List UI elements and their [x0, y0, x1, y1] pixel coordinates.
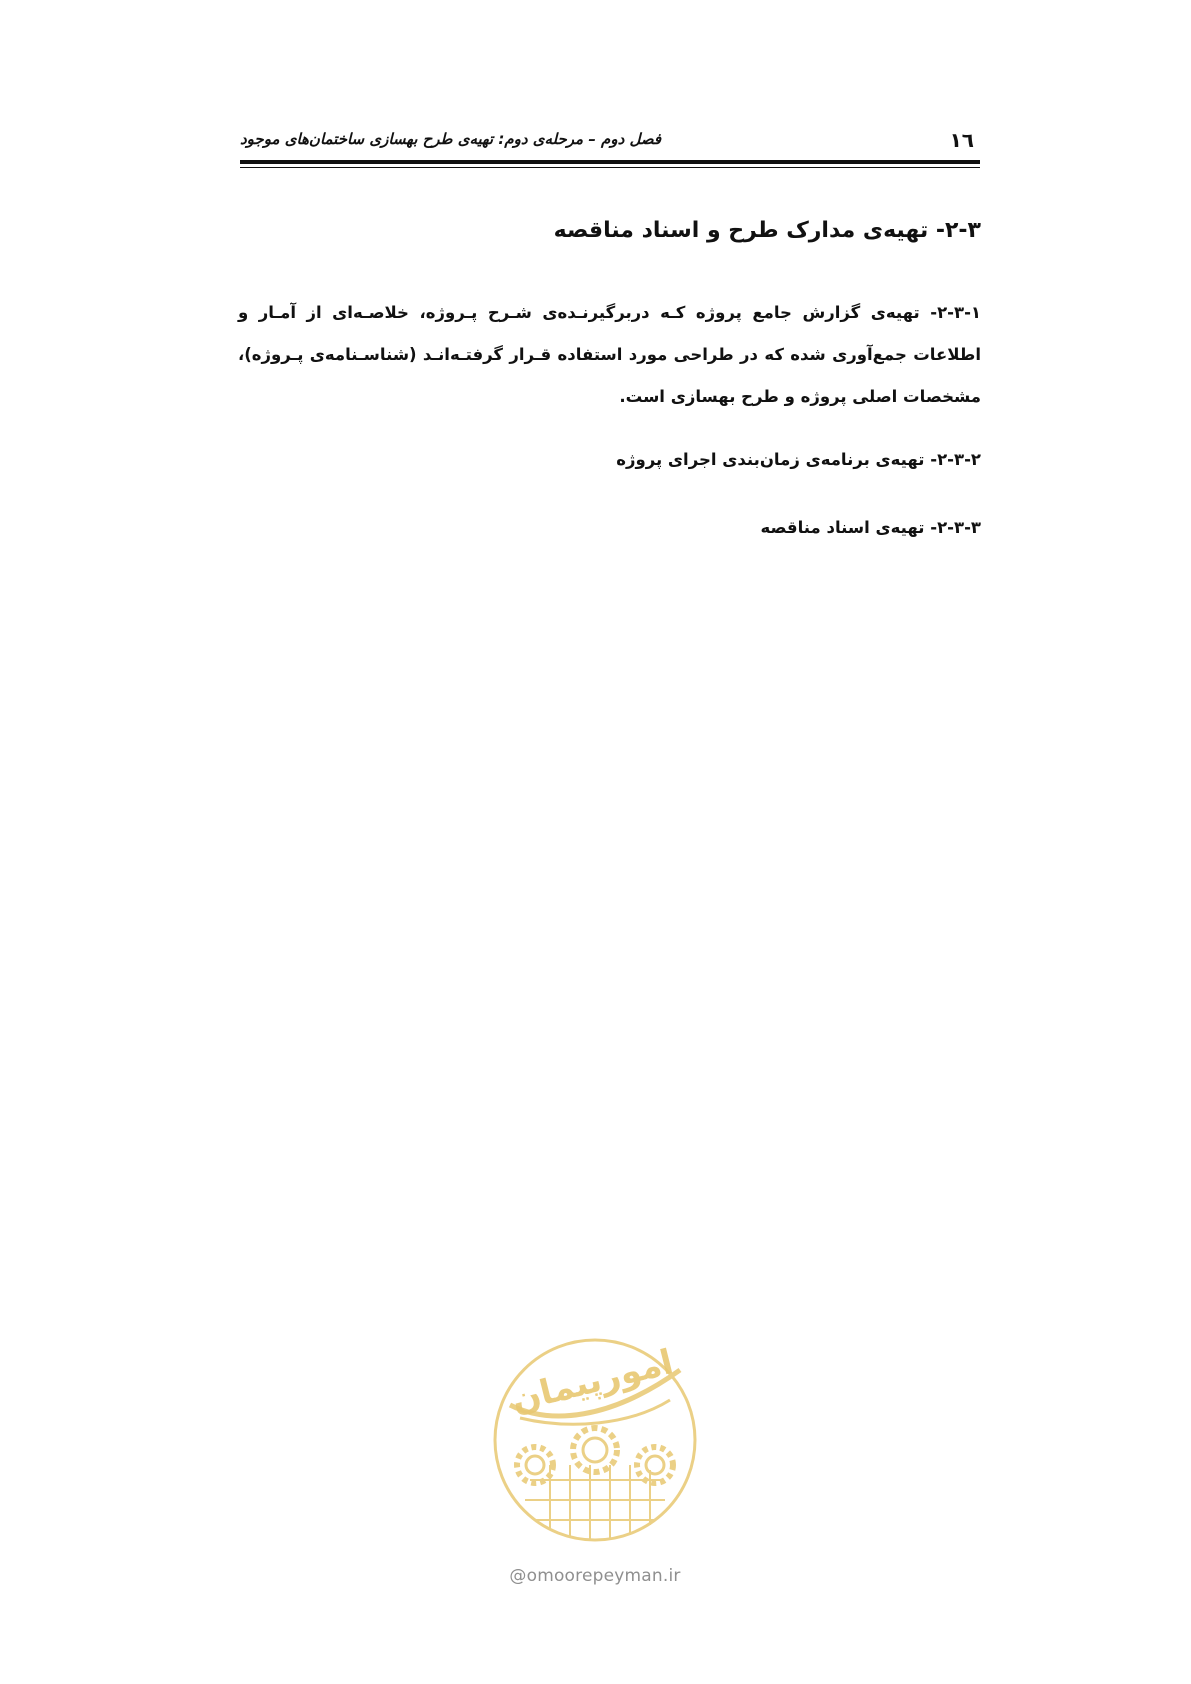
header-rule-thin — [240, 167, 980, 168]
subsection-2-heading: ۲-۳-۲- تهیه‌ی برنامه‌ی زمان‌بندی اجرای پروژه — [616, 450, 981, 469]
subsection-1-paragraph: ۲-۳-۱- تهیه‌ی گزارش جامع پروژه کـه دربرگیرنـده‌ی شـرح پـروژه، خلاصـه‌ای از آمـار و اطلاعات جمع‌آوری شده که در طراحی مورد استفاده قـرار گرفتـه‌انـد (شناسـنامه‌ی پـروژه)، مشخصات اصلی پروژه و طرح بهسازی است. — [238, 303, 981, 406]
watermark-logo — [490, 1330, 700, 1610]
section-heading: ۲-۳- تهیه‌ی مدارک طرح و اسناد مناقصه — [553, 218, 981, 243]
page-number: ١٦ — [949, 128, 974, 152]
running-header — [240, 124, 980, 154]
watermark-seal-icon — [490, 1330, 700, 1560]
subsection-3-heading: ۲-۳-۳- تهیه‌ی اسناد مناقصه — [760, 518, 981, 537]
svg-text:امورپیمان: امورپیمان — [507, 1341, 678, 1421]
watermark-url: @omoorepeyman.ir — [509, 1566, 681, 1586]
header-rule-thick — [240, 160, 980, 164]
chapter-title: فصل دوم – مرحله‌ی دوم: تهیه‌ی طرح بهسازی ساختمان‌های موجود — [240, 130, 662, 148]
